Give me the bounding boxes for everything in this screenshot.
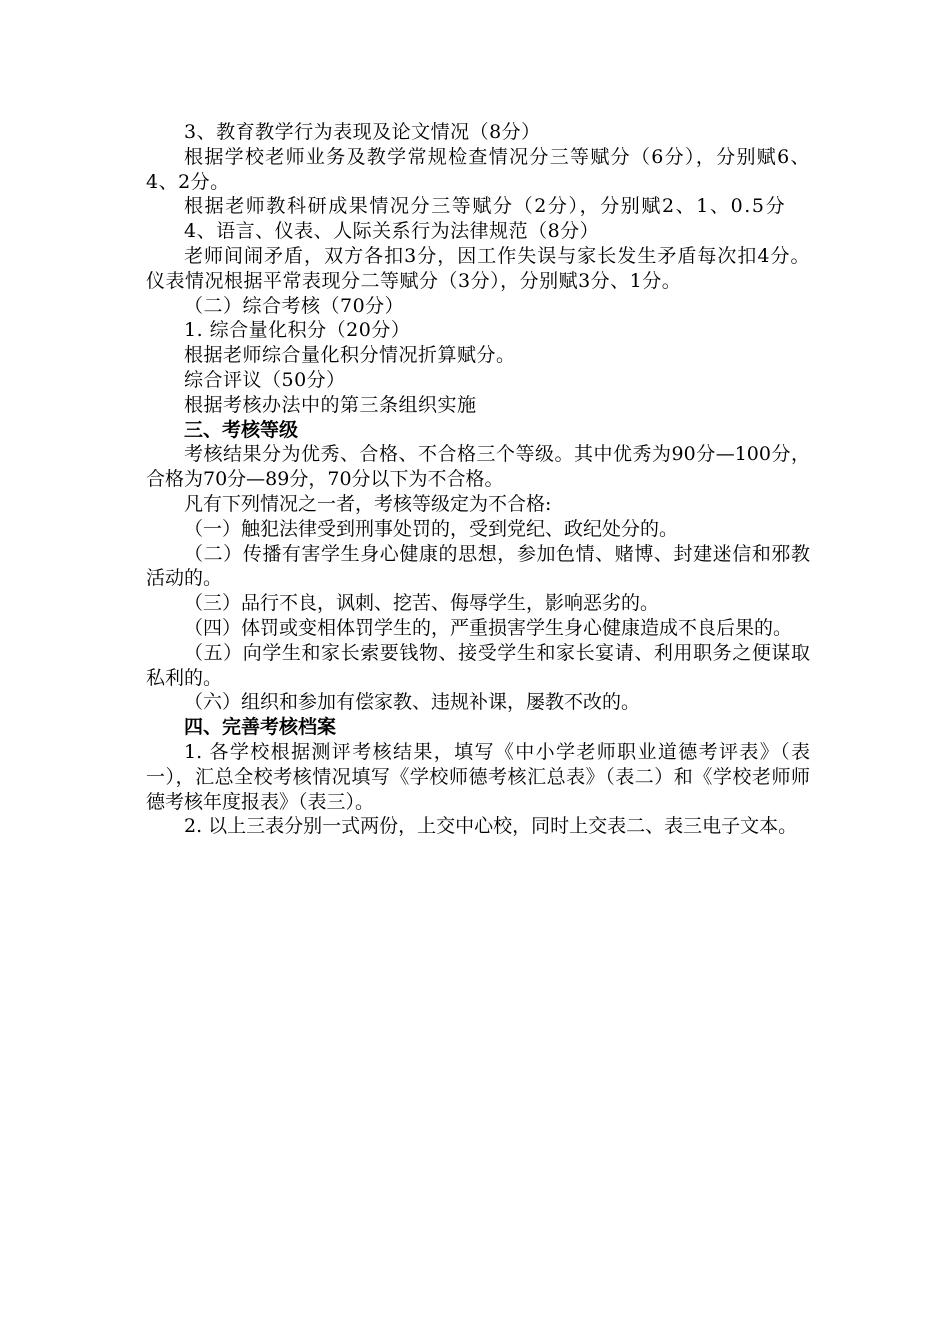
paragraph-quantified-score: 1. 综合量化积分（20分） bbox=[184, 319, 411, 342]
paragraph-condition-4: （四）体罚或变相体罚学生的，严重损害学生身心健康造成不良后果的。 bbox=[184, 616, 793, 639]
paragraph-condition-6: （六）组织和参加有偿家教、违规补课，屡教不改的。 bbox=[184, 691, 641, 714]
heading-improve-archives: 四、完善考核档案 bbox=[184, 716, 337, 739]
paragraph-result-levels: 考核结果分为优秀、合格、不合格三个等级。其中优秀为90分—100分，合格为70分—89分，70分以下为不合格。 bbox=[146, 443, 810, 491]
paragraph-archive-step-1: 1. 各学校根据测评考核结果，填写《中小学老师职业道德考评表》（表一），汇总全校考核情况填写《学校师德考核汇总表》（表二）和《学校老师师德考核年度报表》（表三）。 bbox=[146, 740, 810, 813]
paragraph-condition-1: （一）触犯法律受到刑事处罚的，受到党纪、政纪处分的。 bbox=[184, 517, 679, 540]
paragraph-item-4: 4、语言、仪表、人际关系行为法律规范（8分） bbox=[184, 220, 600, 243]
paragraph-score-conversion: 根据老师综合量化积分情况折算赋分。 bbox=[184, 344, 516, 367]
paragraph-comprehensive-assessment: （二）综合考核（70分） bbox=[184, 294, 405, 317]
paragraph-research-results: 根据老师教科研成果情况分三等赋分（2分），分别赋2、1、0.5分 bbox=[184, 195, 787, 218]
paragraph-archive-step-2: 2. 以上三表分别一式两份，上交中心校，同时上交表二、表三电子文本。 bbox=[184, 815, 798, 838]
paragraph-implementation: 根据考核办法中的第三条组织实施 bbox=[184, 393, 477, 416]
paragraph-condition-3: （三）品行不良，讽刺、挖苦、侮辱学生，影响恶劣的。 bbox=[184, 592, 660, 615]
paragraph-business-check: 根据学校老师业务及教学常规检查情况分三等赋分（6分），分别赋6、4、2分。 bbox=[146, 145, 810, 193]
paragraph-conflict-deduction: 老师间闹矛盾，双方各扣3分，因工作失误与家长发生矛盾每次扣4分。仪表情况根据平常表现分二等赋分（3分），分别赋3分、1分。 bbox=[146, 244, 810, 292]
paragraph-condition-2: （二）传播有害学生身心健康的思想，参加色情、赌博、封建迷信和邪教活动的。 bbox=[146, 542, 810, 590]
document-page bbox=[146, 120, 810, 839]
paragraph-item-3: 3、教育教学行为表现及论文情况（8分） bbox=[184, 121, 541, 143]
paragraph-fail-conditions: 凡有下列情况之一者，考核等级定为不合格: bbox=[184, 492, 552, 515]
heading-assessment-levels: 三、考核等级 bbox=[184, 418, 299, 441]
paragraph-condition-5: （五）向学生和家长索要钱物、接受学生和家长宴请、利用职务之便谋取私利的。 bbox=[146, 641, 810, 689]
paragraph-comprehensive-review: 综合评议（50分） bbox=[184, 368, 346, 391]
